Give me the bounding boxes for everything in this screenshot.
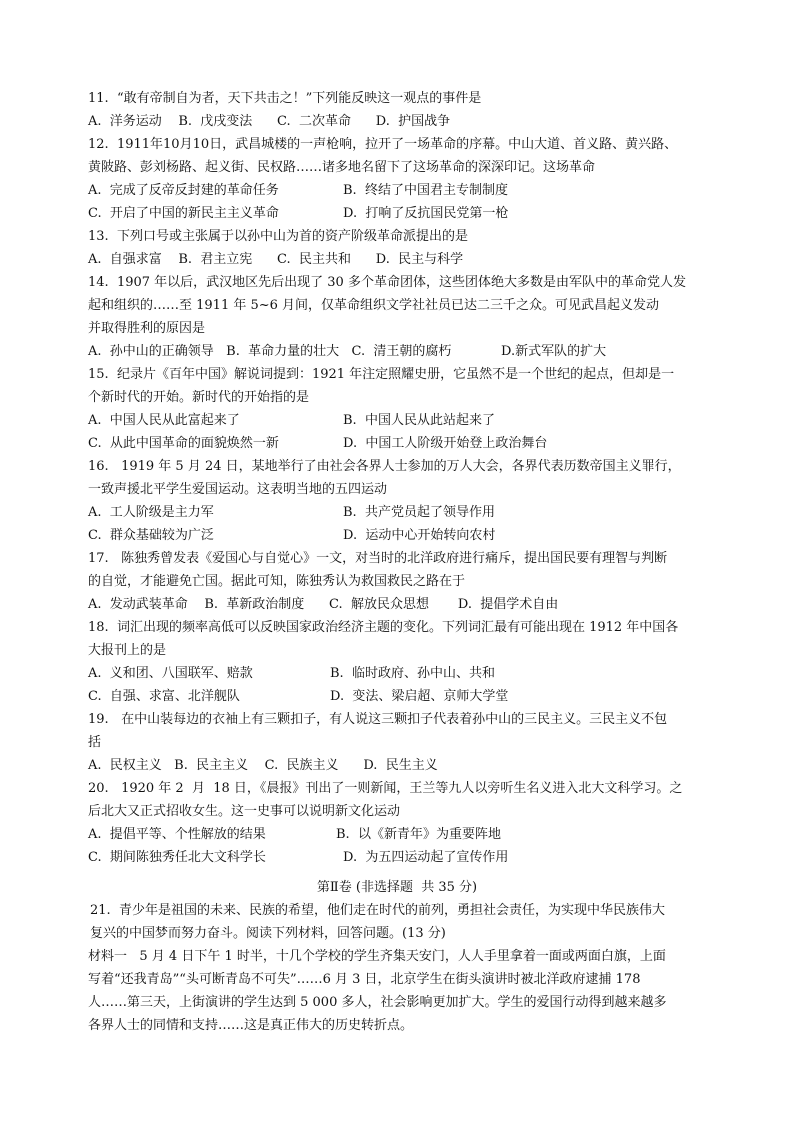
question-15-stem-line-1: 15. 纪录片《百年中国》解说词提到：1921 年注定照耀史册，它虽然不是一个世纪的起点，但却是一 — [88, 367, 675, 382]
material-1-line-4: 各界人士的同情和支持……这是真正伟大的历史转折点。 — [88, 1018, 414, 1033]
question-15-option-b: B. 中国人民从此站起来了 — [343, 413, 495, 428]
question-11-options: A. 洋务运动 B. 戊戌变法 C. 二次革命 D. 护国战争 — [88, 114, 451, 129]
question-18-option-d: D. 变法、梁启超、京师大学堂 — [330, 689, 509, 704]
question-17-stem-line-2: 的自觉，才能避免亡国。据此可知，陈独秀认为救国救民之路在于 — [88, 574, 466, 589]
question-15-option-c: C. 从此中国革命的面貌焕然一新 — [88, 436, 279, 451]
question-12-option-c: C. 开启了中国的新民主主义革命 — [88, 206, 279, 221]
question-19-stem-line-2: 括 — [88, 735, 102, 750]
question-14-stem-line-1: 14. 1907 年以后，武汉地区先后出现了 30 多个革命团体，这些团体绝大多数是由军队中的革命党人发 — [88, 275, 686, 290]
question-16-option-b: B. 共产党员起了领导作用 — [343, 505, 495, 520]
question-15-stem-line-2: 个新时代的开始。新时代的开始指的是 — [88, 390, 310, 405]
question-20-option-b: B. 以《新青年》为重要阵地 — [336, 827, 501, 842]
question-12-option-d: D. 打响了反抗国民党第一枪 — [343, 206, 509, 221]
question-16-option-d: D. 运动中心开始转向农村 — [343, 528, 496, 543]
question-18-stem-line-2: 大报刊上的是 — [88, 643, 167, 658]
question-12-stem-line-1: 12. 1911年10月10日，武昌城楼的一声枪响，拉开了一场革命的序幕。中山大道、首义路、黄兴路、 — [88, 137, 678, 152]
question-21-stem-line-1: 21. 青少年是祖国的未来、民族的希望，他们走在时代的前列，勇担社会责任，为实现中华民族伟大 — [90, 903, 665, 918]
question-20-stem-line-1: 20. 1920 年 2 月 18 日，《晨报》刊出了一则新闻，王兰等九人以旁听生名义进入北大文科学习。之 — [88, 781, 683, 796]
question-18-option-c: C. 自强、求富、北洋舰队 — [88, 689, 240, 704]
question-15-option-d: D. 中国工人阶级开始登上政治舞台 — [343, 436, 548, 451]
material-1-line-3: 人……第三天，上街演讲的学生达到 5 000 多人，社会影响更加扩大。学生的爱国行动得到越来越多 — [88, 995, 667, 1010]
question-14-stem-line-2: 起和组织的……至 1911 年 5~6 月间，仅革命组织文学社社员已达二三千之众。可见武昌起义发动 — [88, 298, 660, 313]
question-21-stem-line-2: 复兴的中国梦而努力奋斗。阅读下列材料，回答问题。(13 分) — [90, 926, 446, 941]
question-19-stem-line-1: 19. 在中山装每边的衣袖上有三颗扣子，有人说这三颗扣子代表着孙中山的三民主义。三民主义不包 — [88, 712, 668, 727]
question-18-option-b: B. 临时政府、孙中山、共和 — [330, 666, 495, 681]
question-16-stem-line-1: 16. 1919 年 5 月 24 日，某地举行了由社会各界人士参加的万人大会，各界代表历数帝国主义罪行， — [88, 459, 681, 474]
question-20-option-d: D. 为五四运动起了宣传作用 — [343, 850, 509, 865]
question-17-options: A. 发动武装革命 B. 革新政治制度 C. 解放民众思想 D. 提倡学术自由 — [88, 597, 559, 612]
question-11-stem: 11. “敢有帝制自为者，天下共击之！”下列能反映这一观点的事件是 — [88, 91, 482, 106]
question-20-option-c: C. 期间陈独秀任北大文科学长 — [88, 850, 266, 865]
question-12-option-a: A. 完成了反帝反封建的革命任务 — [88, 183, 279, 198]
question-20-stem-line-2: 后北大又正式招收女生。这一史事可以说明新文化运动 — [88, 804, 401, 819]
material-1-line-1: 材料一 5 月 4 日下午 1 时半，十几个学校的学生齐集天安门，人人手里拿着一面或两面白旗，上面 — [88, 949, 666, 964]
question-12-stem-line-2: 黄陂路、彭刘杨路、起义街、民权路……诸多地名留下了这场革命的深深印记。这场革命 — [88, 160, 596, 175]
question-16-stem-line-2: 一致声援北平学生爱国运动。这表明当地的五四运动 — [88, 482, 388, 497]
question-17-stem-line-1: 17. 陈独秀曾发表《爱国心与自觉心》一文，对当时的北洋政府进行痛斥，提出国民要有理智与判断 — [88, 551, 668, 566]
question-19-options: A. 民权主义 B. 民主主义 C. 民族主义 D. 民生主义 — [88, 758, 438, 773]
question-20-option-a: A. 提倡平等、个性解放的结果 — [88, 827, 266, 842]
question-16-option-a: A. 工人阶级是主力军 — [88, 505, 214, 520]
material-1-line-2: 写着“还我青岛”“头可断青岛不可失”……6 月 3 日，北京学生在街头演讲时被北洋政府逮捕 178 — [88, 972, 641, 987]
question-15-option-a: A. 中国人民从此富起来了 — [88, 413, 240, 428]
question-14-options: A. 孙中山的正确领导 B. 革命力量的壮大 C. 清王朝的腐朽 D.新式军队的扩大 — [88, 344, 607, 359]
question-14-stem-line-3: 并取得胜利的原因是 — [88, 321, 206, 336]
question-13-stem: 13. 下列口号或主张属于以孙中山为首的资产阶级革命派提出的是 — [88, 229, 468, 244]
question-18-option-a: A. 义和团、八国联军、赔款 — [88, 666, 253, 681]
question-16-option-c: C. 群众基础较为广泛 — [88, 528, 214, 543]
question-12-option-b: B. 终结了中国君主专制制度 — [343, 183, 508, 198]
question-18-stem-line-1: 18. 词汇出现的频率高低可以反映国家政治经济主题的变化。下列词汇最有可能出现在 1912 年中国各 — [88, 620, 679, 635]
section-ii-title: 第Ⅱ卷 (非选择题 共 35 分) — [316, 880, 478, 895]
question-13-options: A. 自强求富 B. 君主立宪 C. 民主共和 D. 民主与科学 — [88, 252, 464, 267]
